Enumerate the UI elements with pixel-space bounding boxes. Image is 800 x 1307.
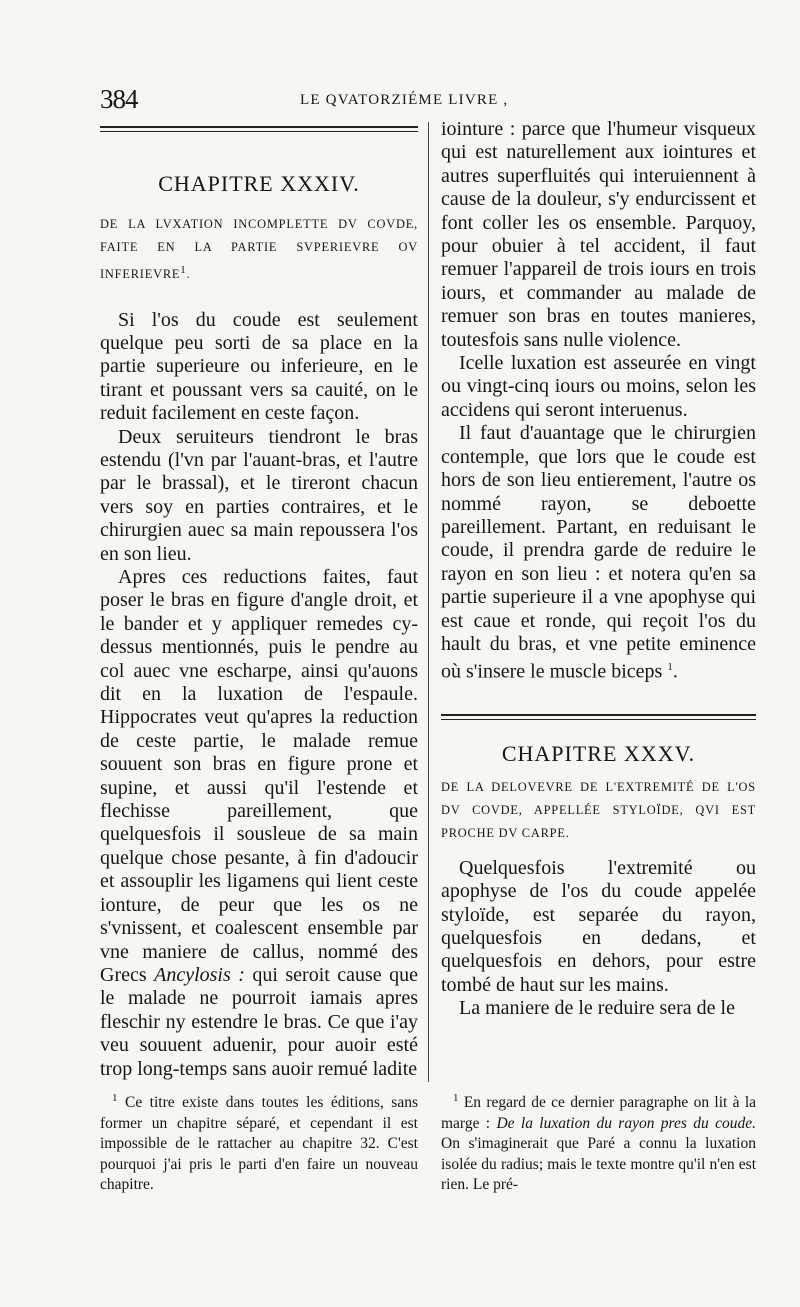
chapter-subtitle-text: DE LA LVXATION INCOMPLETTE DV COVDE, FAITE EN LA PARTIE SVPERIEVRE OV INFERIEVRE (100, 217, 418, 282)
footnote-marker: 1 (667, 661, 673, 674)
chapter-title: CHAPITRE XXXV. (501, 741, 696, 767)
chapter-rule (100, 126, 418, 132)
paragraph-text: qui seroit cause que le malade ne pourroit iamais apres fleschir ny estendre le bras. Ce que i'ay veu souuent aduenir, pour auoir esté trop long-temps sans auoir remué ladite (100, 963, 419, 1080)
footnote-text: En regard de ce dernier paragraphe on lit à la marge : (441, 1094, 757, 1132)
paragraph: Il faut d'auantage que le chirurgien contemple, que lors que le coude est hors de son lieu entierement, l'autre os nommé rayon, se deboette pareillement. Partant, en reduisant le coude, il prendra garde de reduire le rayon en son lieu : et notera qu'en sa partie superieure il a vne apophyse qui est caue et ronde, qui reçoit l'os du hault du bras, et vne petite eminence où s'insere le muscle biceps $^1$. (441, 422, 756, 683)
paragraph-text: Il faut d'auantage que le chirurgien contemple, que lors que le coude est hors de son lieu entierement, l'autre os nommé rayon, se deboette pareillement. Partant, en reduisant le coude, il prendra garde de reduire le rayon en son lieu : et notera qu'en sa partie superieure il a vne apophyse qui est caue et ronde, qui reçoit l'os du hault du bras, et vne petite eminence où s'insere le muscle biceps (441, 422, 756, 683)
paragraph: iointure : parce que l'humeur visqueux qui est naturellement aux iointures et autres superfluités qui interuiennent à cause de la douleur, s'y endurcissent et font coller les os ensemble. Parquoy, pour obuier à tel accident, il faut remuer l'appareil de trois iours en trois iours, et commander au malade de remuer son bras en toutes manieres, toutesfois sans nulle violence. (441, 118, 756, 351)
chapter-title: CHAPITRE XXXIV. (158, 171, 360, 196)
page-number: 384 (100, 84, 138, 114)
right-column (441, 118, 756, 1021)
footnote-text: On s'imaginerait que Paré a connu la luxation isolée du radius; mais le texte montre qu'il n'en est rien. Le pré- (441, 1135, 756, 1194)
footnote-right (441, 1088, 756, 1196)
footnote-italic: De la luxation du rayon pres du coude. (496, 1114, 757, 1132)
chapter-subtitle: DE LA DELOVEVRE DE L'EXTREMITÉ DE L'OS DV COVDE, APPELLÉE STYLOÏDE, QVI EST PROCHE DV CARPE. (441, 779, 756, 840)
paragraph: Si l'os du coude est seulement quelque peu sorti de sa place en la partie superieure ou inferieure, en le tirant et poussant vers sa cauité, on le reduit facilement en ceste façon. (100, 308, 418, 425)
paragraph: Deux seruiteurs tiendront le bras estendu (l'vn par l'auant-bras, et l'autre par le brassal), et le tireront chacun vers soy en parties contraires, et le chirurgien auec sa main repoussera l'os en son lieu. (100, 425, 418, 565)
paragraph: La maniere de le reduire sera de le (459, 997, 735, 1020)
chapter-subtitle: DE LA LVXATION INCOMPLETTE DV COVDE, FAITE EN LA PARTIE SVPERIEVRE OV INFERIEVRE$^1$. (100, 217, 418, 282)
footnote-text: Ce titre existe dans toutes les éditions, sans former un chapitre séparé, et cependant il est impossible de le rattacher au chapitre 32. C'est pourquoi j'ai pris le parti d'en faire un nouveau chapitre. (100, 1094, 418, 1194)
running-title: LE QVATORZIÉME LIVRE , (300, 92, 509, 108)
paragraph: Icelle luxation est asseurée en vingt ou vingt-cinq iours ou moins, selon les accidens qui seront interuenus. (441, 352, 756, 421)
term-italic: Ancylosis : (154, 963, 245, 986)
left-column (100, 118, 418, 1081)
footnote-number: 1 (453, 1092, 459, 1104)
footnote-left (100, 1088, 418, 1196)
chapter-rule (441, 714, 756, 720)
paragraph (100, 566, 418, 1081)
footnote-marker: 1 (180, 264, 187, 277)
column-divider (428, 122, 429, 1082)
paragraph-text: Apres ces reductions faites, faut poser le bras en figure d'angle droit, et le bander et y appliquer remedes cy-dessus mentionnés, puis le pendre au col auec vne escharpe, ainsi qu'auons dit en la luxation de l'espaule. Hippocrates veut qu'apres la reduction de ceste partie, le malade remue souuent son bras en figure prone et supine, et aussi qu'il l'estende et flechisse pareillement, que quelquesfois il sousleue de sa main quelque chose pesante, à fin d'adoucir et assouplir les ligamens qui lient ceste ionture, de peur que les os ne s'vnissent, et coalescent ensemble par vne maniere de callus, nommé des Grecs (100, 566, 418, 986)
paragraph: Quelquesfois l'extremité ou apophyse de l'os du coude appelée styloïde, est separée du rayon, quelquesfois en dedans, et quelquesfois en dehors, pour estre tombé de haut sur les mains. (441, 856, 756, 996)
footnote-number: 1 (112, 1092, 118, 1104)
